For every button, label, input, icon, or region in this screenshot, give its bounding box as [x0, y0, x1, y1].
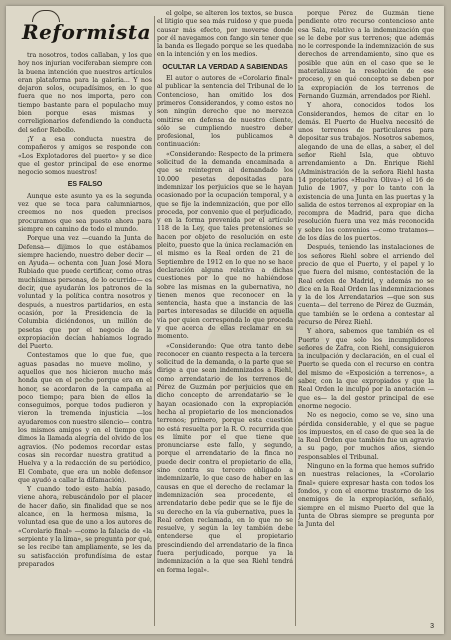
paragraph: Después, teniendo las instalaciones de los señores Riehl sobre el arriendo del precio de que el Puerto, y el papel y lo que fuera del mismo, contestación de la Real orden de Madrid, y además no se dice en la Real Orden las indemnizaciones y la de los Arrendatarios —que son sus cuenta— del terreno de Pérez de Guzmán, que también se le ordena a contestar al recurso de Pérez Riehl.	[298, 244, 434, 326]
page-number: 3	[430, 623, 434, 630]
paragraph: tra nosotros, todos callaban, y los que hoy nos injurian vociferaban siempre con la buena intención que nuestros artículos eran plataforma para la galería... Y nos dejaron solos, ocupadísimos, en lo que fuera que no nos importa, pero con tiempo bastante para el populacho muy bien porque esas mismas y correligionarios defendiendo la conducta del señor Rebollo.	[18, 52, 152, 134]
paragraph: Porque una vez —cuando la Junta de Defensa— dijimos lo que estábamos siempre haciendo, nuestro deber decir —en Ayuda— ochenta con Juan José Mora Rubiado que puede certificar, como otras muchísimas personas, de lo ocurrido— es decir, que ayudarán los patronos de la voluntad y la política contra nosotros y después, a nuestros partidarios, en esta ocasión, por la Presidencia de la Columbia diciéndonos, un millón de pesetas que por el negocio de la expropiación decían habíamos logrado del Puerto.	[18, 235, 152, 351]
paragraph: Aunque este asunto ya es la segunda vez que se toca para calumniarnos, creemos no nos queden precisos procuramos que sea puesto ahora para siempre en camino de todo el mundo.	[18, 192, 152, 233]
paragraph: «Considerando: Respecto de la primera solicitud de la demanda encaminada a que se reintegren al demandado los 10.000 pesetas depositadas para indemnizar los perjuicios que se le hayan ocasionado por la ocupación temporal, y a que se fije la indemnización, que por ello proceda, por convenio que el perjudicado, y en la forma prevenida por el artículo 118 de la Ley, que tales pretensiones se hacen por objeto de resolución en este pleito, puesto que la única reclamación en el mismo es la Real orden de 21 de Septiembre de 1912 en lo que no se hace declaración alguna relativa a dichas cuestiones por lo que no habiéndose sobre las mismas en la gubernativa, no tienen menos que reconocer en la sentencia, hasta que a instancia de las partes interesadas se dilucide en aquella vía por quien corresponda lo que proceda y que acerca de ellas reclamar en su momento.	[157, 150, 293, 341]
newspaper-page	[6, 6, 444, 634]
paragraph: Ninguno en la forma que hemos sufrido en nuestras relaciones, la «Corolario final» quiere expresar hasta con todos los fondos, y con el enorme trastorno de los enemigos de la expropiación, señaló, siempre en el mismo Puerto del que la Junta de Obras siempre se pregunta por la Junta del	[298, 463, 434, 529]
column-rule	[154, 16, 155, 626]
masthead	[22, 10, 162, 52]
section-heading: ES FALSO	[67, 181, 103, 189]
paragraph: Y cuando todo esto había pasado, viene ahora, rebuscándolo por el placer de hacer daño, sin finalidad que se nos alcance, en la hermosa misma, la voluntad esa que de uno a los autores de «Corolario final» —como la falacia de «la serpiente y la lima», se pregunta por qué, se les recibe tan ampliamente, se les da su satisfacción profundísima de estar preparados	[18, 486, 152, 568]
paragraph: El autor o autores de «Corolario final» al publicar la sentencia del Tribunal de lo Contencioso, han omitido los dos primeros Considerandos, y como estos no son ningún derecho que no merezca omitirse en defensa de nuestro cliente, sólo se cumpliendo nuestro deber profesional, los publicamos a continuación:	[157, 75, 293, 149]
paragraph: Contestamos que lo que fue, que aguas pasadas no mueve molino, y aquellos que nos hicieron mucho más honda que en el pecho porque era en el honor, se acordaron de la campaña al poco tiempo; para bien de ellos la conseguimos, porque todos pudieron y vieron la tremenda injusticia —los ayudaremos con nuestro silencio— contra los mismos amigos y en el tiempo que dimos la llamada alegría del olvido de los agravios. (No podemos recordar estas cosas sin recordar nuestra gratitud a Huelva y a la redacción de su periódico, El Combate, que era un noble defensor que ayudó a callar la difamación).	[18, 352, 152, 484]
paragraph: Y ahora, sabemos que también es el Puerto y que solo los incumplidores señores de Zafra, con Riehl, consiguieron la inculpación y declaración, en el cual el Puerto se queda con el recurso en contra del mismo de «Exposición a terrenos», a saber, con la que expropiados y que la Real Orden le inculpó por la anotación —que es— la del gestor principal de ese enorme negocio.	[298, 328, 434, 410]
section-heading: OCULTAR LA VERDAD A SABIENDAS	[162, 63, 288, 71]
column-rule	[295, 16, 296, 626]
paragraph: porque Pérez de Guzmán tiene pendiente otro recurso contencioso ante esa Sala, relativo a la indemnización que se le debe por sus terrenos; que además no le corresponde la indemnización de sus derechos de arrendamiento, sino que es posible que aún en el caso que se le materializase la resolución de ese proceso, y en qué concepto se deben por la expropiación de los terrenos de Fernando Guzmán, arrendados por Riehl.	[298, 10, 434, 100]
column-2	[157, 10, 293, 628]
paragraph: ¡Y a esa conducta nuestra de compañeros y amigos se responde con «Los Explotadores del puerto» y se dice que el gestor principal de ese enorme negocio somos nuestros!	[18, 135, 152, 177]
column-3	[298, 10, 434, 628]
paragraph: Y ahora, conocidos todos los Considerandos, hemos de citar en lo demás. El Puerto de Huelva necesitó de unos terrenos de particulares para depositar sus trabajos. Nosotros sabemos, alegando de una de ellas, a saber, el del señor Riehl Isla, que obtuvo arrendamiento a Dn. Enrique Riehl (Administración de la señora Riehl hasta 14 propietarios «Huelva Oliva») el 16 de Julio de 1907, y por lo tanto con la existencia de una Junta en las puertas y la salida de estos terrenos al expropiar en la recompra de Madrid, para que dicha resolución fuera una vez más reconocida y sobre los convenios —como tratamos— de los días de los puertos.	[298, 102, 434, 243]
paragraph: «Considerando: Que otra tanto debe reconocer en cuanto respecta a la tercera solicitud de la demanda, o la parte que se dirige a que sean indemnizados a Riehl, como arrendatario de los terrenos de Pérez de Guzmán por perjuicios que en dicho concepto de arrendatario se le hayan ocasionado con la expropiación hecha al propietario de los mencionados terrenos; primero, porque esta cuestión no está resuelta por la R. O. recurrida que es límite por el que tiene que pronunciarse este fallo, y segundo, porque el arrendatario de la finca no puede decir contra el propietario de ella, sino contra su tercero obligado a indemnizarle, lo que caso de haber en las causas en que el derecho de reclamar la indemnización sea procedente, el arrendatario debe pedir que se le fije de su derecho en la vía gubernativa, pues la Real orden reclamada, en lo que no se resuelve, y según la ley también debe entenderse que el propietario prescindiendo del arrendatario de la finca fuera perjudicado, porque ya la indemnización a la que sea Riehl tendrá en forma legal».	[157, 342, 293, 574]
masthead-title: Reformista	[22, 20, 152, 44]
paragraph: el golpe, se alteren los textos, se busca el litigio que sea más ruidoso y que pueda causar más efecto, por moverse donde por él navegamos con fango sin tener que la banda es llegado porque se les quedaba en la intención y en los medios.	[157, 10, 293, 59]
column-1	[18, 52, 152, 628]
paragraph: No es negocio, como se ve, sino una pérdida considerable, y el que se pague los impuestos, en el caso de que sea la de la Real Orden que también fue un agravio a su pago, por muchos años, siendo responsables el Tribunal.	[298, 412, 434, 461]
